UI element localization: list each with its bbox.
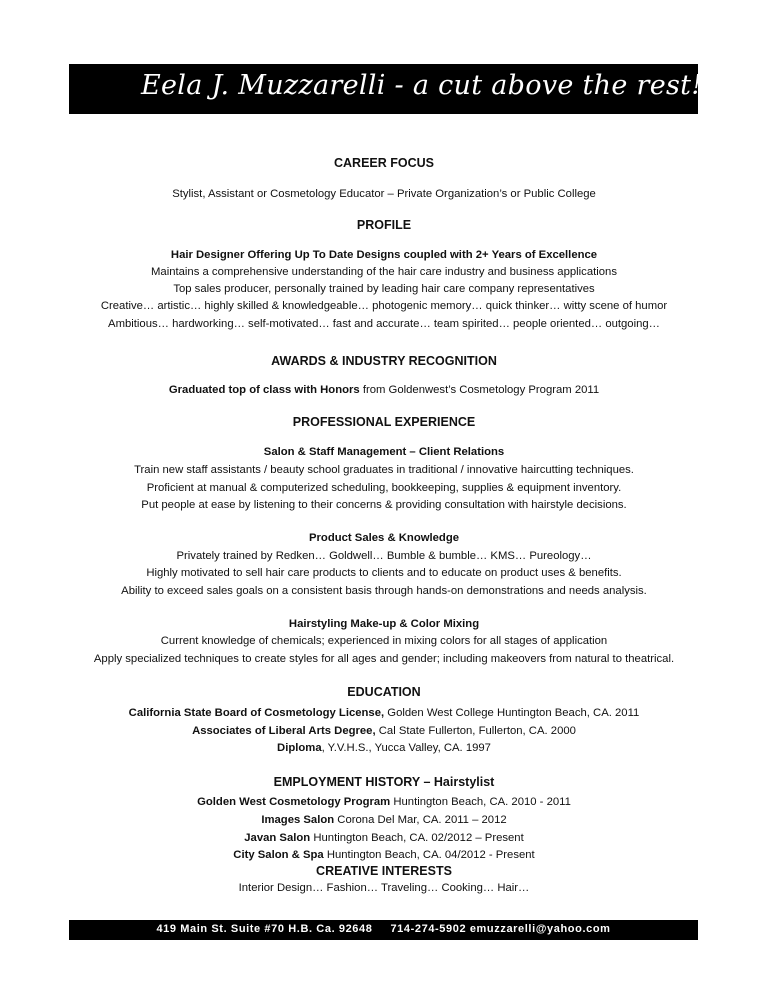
experience-heading: PROFESSIONAL EXPERIENCE xyxy=(292,415,476,429)
employment-item-bold: Golden West Cosmetology Program xyxy=(197,796,391,808)
education-item-bold: Diploma xyxy=(277,742,322,754)
awards-line xyxy=(0,383,768,397)
education-item xyxy=(0,741,768,755)
employment-item-rest: Huntington Beach, CA. 04/2012 - Present xyxy=(323,849,535,861)
employment-heading: EMPLOYMENT HISTORY – Hairstylist xyxy=(273,775,495,789)
footer-contact xyxy=(69,923,698,935)
employment-item-rest: Corona Del Mar, CA. 2011 – 2012 xyxy=(334,814,507,826)
profile-line: Hair Designer Offering Up To Date Designs coupled with 2+ Years of Excellence xyxy=(170,249,598,261)
employment-item-rest: Huntington Beach, CA. 2010 - 2011 xyxy=(390,796,571,808)
experience-line: Ability to exceed sales goals on a consistent basis through hands-on demonstrations and needs analysis. xyxy=(121,585,647,597)
employment-item-rest: Huntington Beach, CA. 02/2012 – Present xyxy=(310,832,524,844)
education-item xyxy=(0,706,768,720)
interests-heading: CREATIVE INTERESTS xyxy=(316,864,452,878)
awards-bold: Graduated top of class with Honors xyxy=(168,384,360,396)
page-title: Eela J. Muzzarelli - a cut above the rest! xyxy=(141,70,703,101)
profile-heading: PROFILE xyxy=(356,218,412,232)
header-banner xyxy=(69,64,703,114)
experience-line: Privately trained by Redken… Goldwell… Bumble & bumble… KMS… Pureology… xyxy=(176,550,592,562)
education-item-bold: Associates of Liberal Arts Degree, xyxy=(192,725,376,737)
experience-line: Train new staff assistants / beauty school graduates in traditional / innovative haircutting techniques. xyxy=(134,464,634,476)
experience-line: Apply specialized techniques to create styles for all ages and gender; including makeovers from natural to theatrical. xyxy=(93,653,675,665)
education-heading: EDUCATION xyxy=(347,685,421,699)
education-item-bold: California State Board of Cosmetology License, xyxy=(128,707,385,719)
career-focus-heading: CAREER FOCUS xyxy=(333,156,434,170)
employment-item-bold: Images Salon xyxy=(261,814,335,826)
awards-rest: from Goldenwest’s Cosmetology Program 2011 xyxy=(359,384,600,396)
education-item xyxy=(0,724,768,738)
experience-line: Current knowledge of chemicals; experienced in mixing colors for all stages of application xyxy=(160,635,608,647)
employment-item-bold: City Salon & Spa xyxy=(233,849,324,861)
employment-item xyxy=(0,848,768,862)
footer-bar xyxy=(69,920,698,940)
footer-address: 419 Main St. Suite #70 H.B. Ca. 92648 xyxy=(156,923,373,935)
employment-item xyxy=(0,795,768,809)
experience-line: Put people at ease by listening to their concerns & providing consultation with hairstyle decisions. xyxy=(141,499,627,511)
experience-line: Highly motivated to sell hair care products to clients and to educate on product uses & benefits. xyxy=(146,567,622,579)
education-item-rest: , Y.V.H.S., Yucca Valley, CA. 1997 xyxy=(321,742,491,754)
footer-phone-email: 714-274-5902 emuzzarelli@yahoo.com xyxy=(390,923,611,935)
experience-line: Proficient at manual & computerized scheduling, bookkeeping, supplies & equipment inventory. xyxy=(146,482,622,494)
profile-line: Top sales producer, personally trained by leading hair care company representatives xyxy=(173,283,595,295)
experience-section-title: Hairstyling Make-up & Color Mixing xyxy=(288,618,480,630)
awards-heading: AWARDS & INDUSTRY RECOGNITION xyxy=(271,354,497,368)
profile-line: Maintains a comprehensive understanding of the hair care industry and business applications xyxy=(151,266,617,278)
experience-section-title: Salon & Staff Management – Client Relations xyxy=(263,446,505,458)
employment-item xyxy=(0,813,768,827)
profile-line: Ambitious… hardworking… self-motivated… fast and accurate… team spirited… people oriented… outgoing… xyxy=(108,318,660,330)
career-focus-text: Stylist, Assistant or Cosmetology Educator – Private Organization’s or Public College xyxy=(172,188,596,200)
employment-item-bold: Javan Salon xyxy=(244,832,311,844)
interests-text: Interior Design… Fashion… Traveling… Cooking… Hair… xyxy=(238,882,530,894)
education-item-rest: Cal State Fullerton, Fullerton, CA. 2000 xyxy=(375,725,576,737)
experience-section-title: Product Sales & Knowledge xyxy=(308,532,460,544)
profile-line: Creative… artistic… highly skilled & knowledgeable… photogenic memory… quick thinker… witty scene of humor xyxy=(100,300,668,312)
education-item-rest: Golden West College Huntington Beach, CA. 2011 xyxy=(384,707,640,719)
employment-item xyxy=(0,831,768,845)
